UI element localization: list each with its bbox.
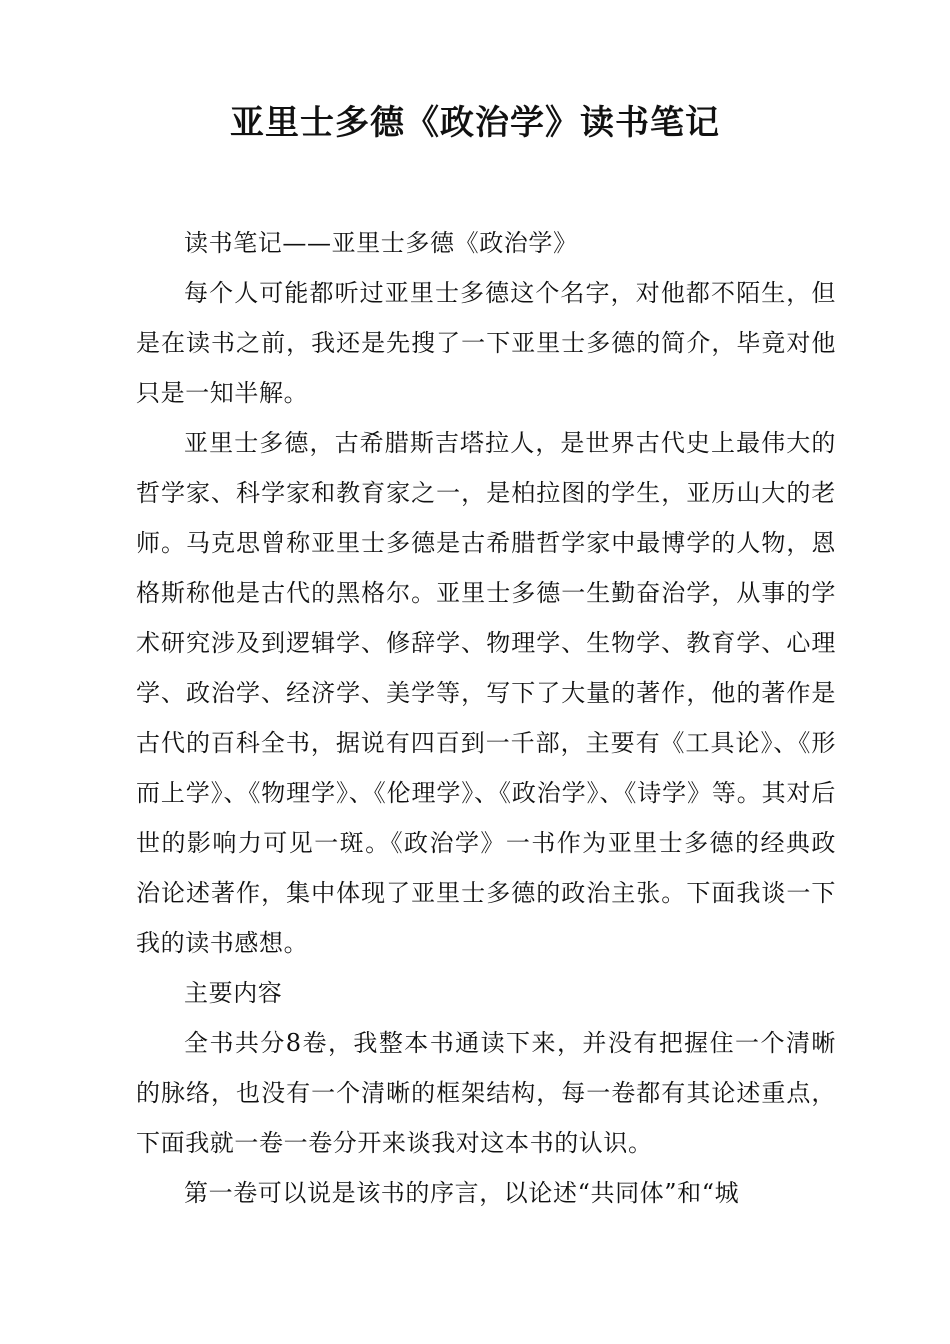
- document-title: 亚里士多德《政治学》读书笔记: [230, 103, 720, 143]
- paragraph-volume-one: 第一卷可以说是该书的序言，以论述“共同体”和“城: [184, 1179, 740, 1207]
- paragraph-intro: 每个人可能都听过亚里士多德这个名字，对他都不陌生，但是在读书之前，我还是先搜了一下亚里士多德的简介，毕竟对他只是一知半解。: [136, 279, 836, 407]
- paragraph-subtitle: 读书笔记——亚里士多德《政治学》: [184, 229, 578, 257]
- paragraph-overview: 全书共分8卷，我整本书通读下来，并没有把握住一个清晰的脉络，也没有一个清晰的框架结构，每一卷都有其论述重点，下面我就一卷一卷分开来谈我对这本书的认识。: [136, 1029, 836, 1157]
- document-body: [136, 218, 836, 1218]
- paragraph-section-heading: 主要内容: [184, 979, 283, 1007]
- paragraph-biography: 亚里士多德，古希腊斯吉塔拉人，是世界古代史上最伟大的哲学家、科学家和教育家之一，是柏拉图的学生，亚历山大的老师。马克思曾称亚里士多德是古希腊哲学家中最博学的人物，恩格斯称他是古代的黑格尔。亚里士多德一生勤奋治学，从事的学术研究涉及到逻辑学、修辞学、物理学、生物学、教育学、心理学、政治学、经济学、美学等，写下了大量的著作，他的著作是古代的百科全书，据说有四百到一千部，主要有《工具论》、《形而上学》、《物理学》、《伦理学》、《政治学》、《诗学》等。其对后世的影响力可见一斑。《政治学》一书作为亚里士多德的经典政治论述著作，集中体现了亚里士多德的政治主张。下面我谈一下我的读书感想。: [136, 429, 836, 957]
